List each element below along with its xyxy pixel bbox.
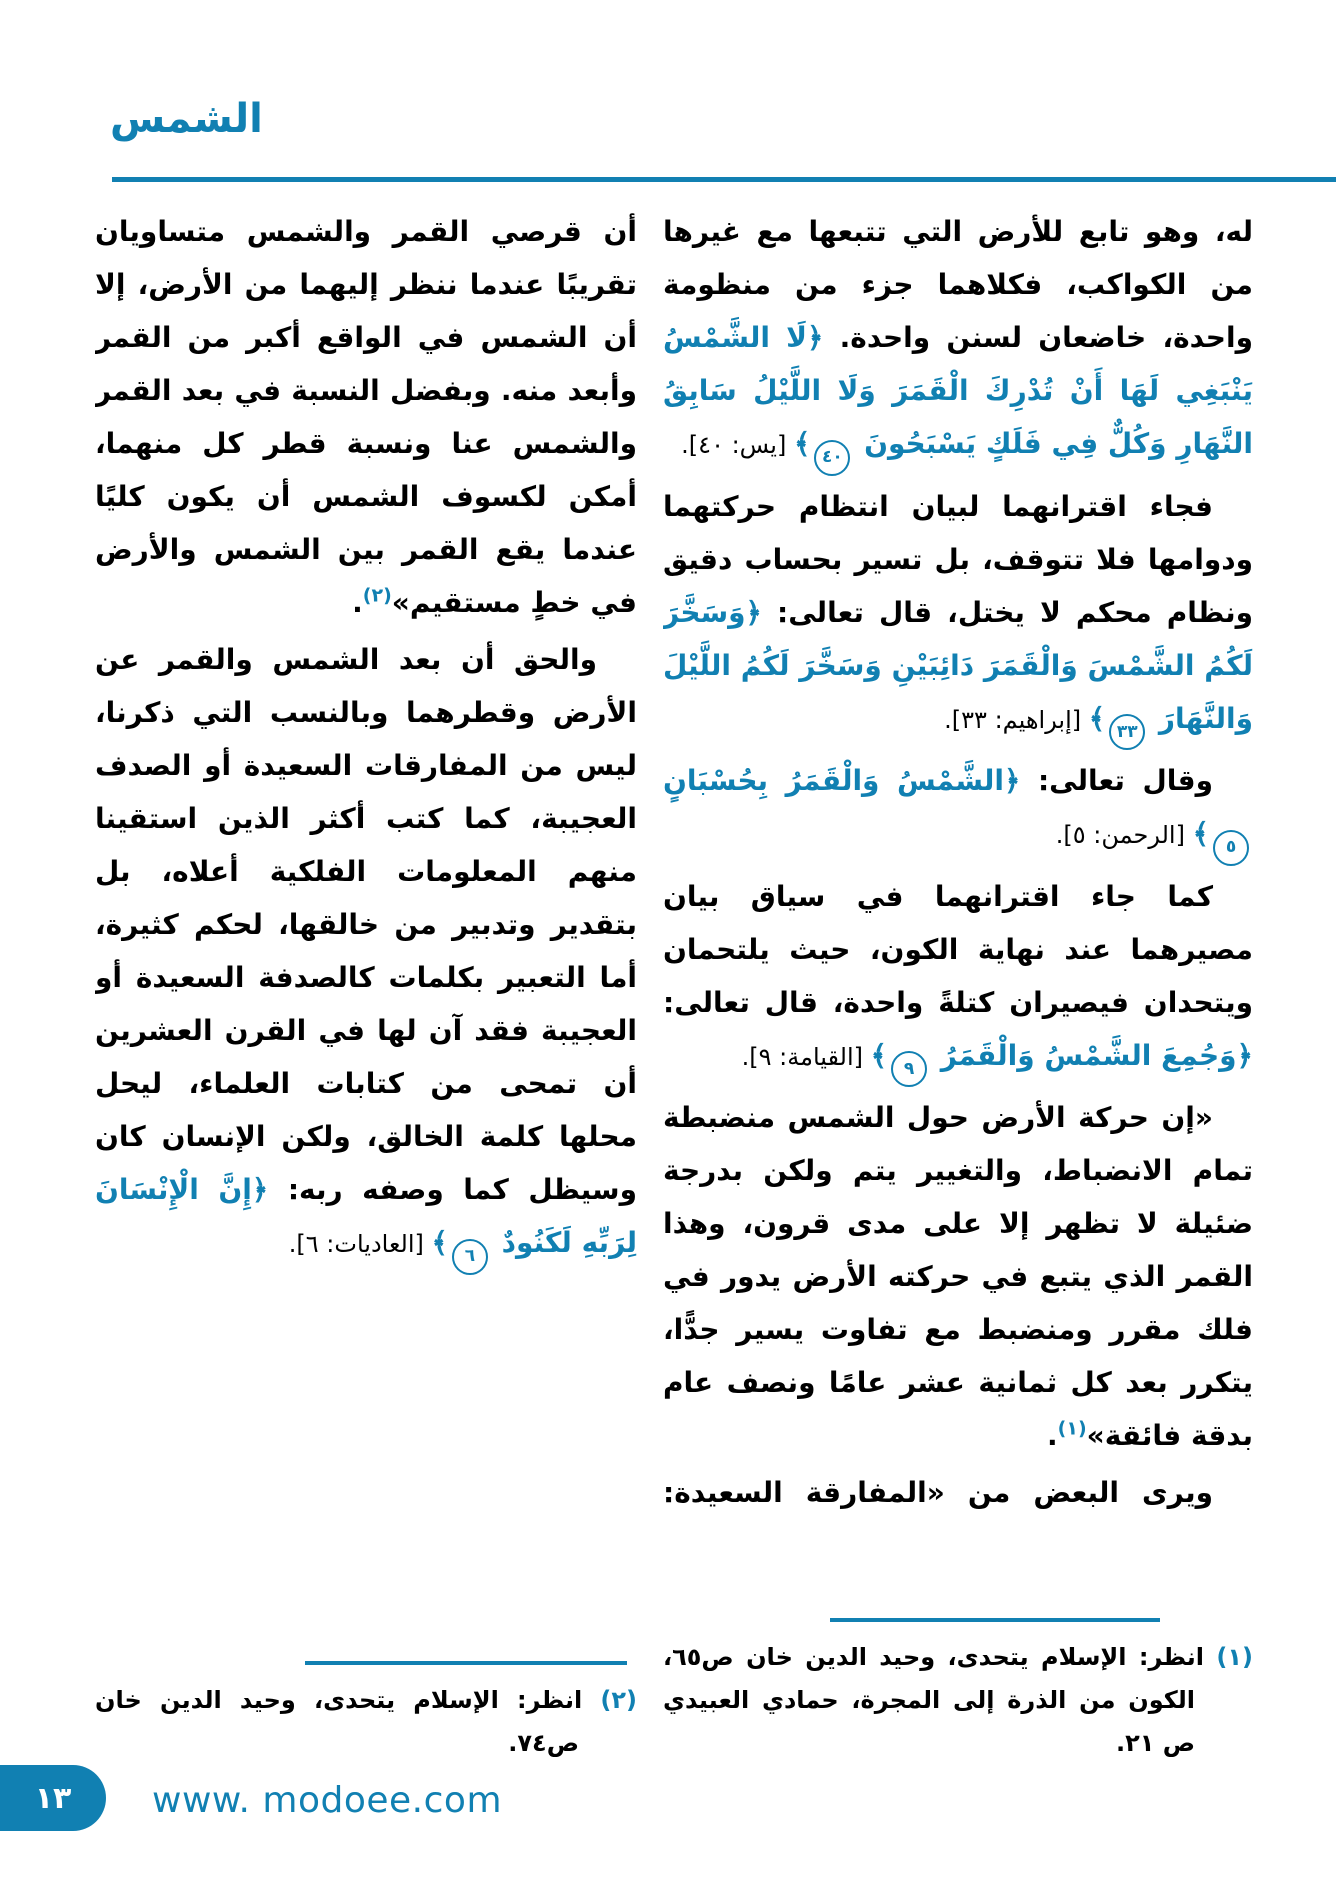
verse-number-ornament: ٩ xyxy=(891,1051,927,1087)
body-text: وقال تعالى: xyxy=(1020,764,1213,797)
body-text: والحق أن بعد الشمس والقمر عن الأرض وقطرهما وبالنسب التي ذكرنا، ليس من المفارقات السعيدة أو الصدف العجيبة، كما كتب أكثر الذين استقينا منهم المعلومات الفلكية أعلاه، بل بتقدير وتدبير من خالقها، لحكم كثيرة، أما التعبير بكلمات كالصدفة السعيدة أو العجيبة فقد آن لها في القرن العشرين أن تمحى من كتابات العلماء، ليحل محلها كلمة الخالق، ولكن الإنسان كان وسيظل كما وصفه ربه: xyxy=(95,643,637,1206)
footnote-body: انظر: الإسلام يتحدى، وحيد الدين خان ص٦٥، الكون من الذرة إلى المجرة، حمادي العبيدي ص ٢١. xyxy=(663,1643,1205,1757)
paragraph xyxy=(663,1466,1253,1519)
footnote-text xyxy=(663,1636,1253,1765)
quran-verse: ﴿الشَّمْسُ وَالْقَمَرُ بِحُسْبَانٍ xyxy=(663,764,1021,797)
quran-close-bracket: ﴾ xyxy=(1192,817,1209,850)
body-text: «إن حركة الأرض حول الشمس منضبطة تمام الانضباط، والتغيير يتم ولكن بدرجة ضئيلة لا تظهر إلا على مدى قرون، وهذا القمر الذي يتبع في حركته الأرض يدور في فلك مقرر ومنضبط مع تفاوت يسير جدًّا، يتكرر بعد كل ثمانية عشر عامًا ونصف عام بدقة فائقة» xyxy=(663,1101,1253,1452)
verse-reference: [الرحمن: ٥]. xyxy=(1055,821,1193,849)
paragraph xyxy=(663,1091,1253,1462)
verse-number-ornament: ٣٣ xyxy=(1109,714,1145,750)
verse-reference: [القيامة: ٩]. xyxy=(741,1042,871,1071)
verse-number-ornament: ٤٠ xyxy=(814,440,850,476)
verse-reference: [إبراهيم: ٣٣]. xyxy=(944,705,1089,734)
quran-verse: ﴿لَا الشَّمْسُ يَنْبَغِي لَهَا أَنْ تُدْرِكَ الْقَمَرَ وَلَا اللَّيْلُ سَابِقُ النَّهَارِ وَكُلٌّ فِي فَلَكٍ يَسْبَحُونَ xyxy=(663,321,1253,460)
body-text: له، وهو تابع للأرض التي تتبعها مع غيرها من الكواكب، فكلاهما جزء من منظومة واحدة، خاضعان لسنن واحدة. xyxy=(663,215,1253,354)
website-url[interactable]: www. modoee.com xyxy=(152,1780,503,1821)
quran-verse: ﴿وَجُمِعَ الشَّمْسُ وَالْقَمَرُ xyxy=(931,1038,1253,1072)
footnote-reference-mark: (٢) xyxy=(362,584,392,607)
column-left xyxy=(95,205,637,1765)
page-number: ١٣ xyxy=(34,1780,72,1816)
footnote-block-left xyxy=(95,1655,637,1765)
quran-close-bracket: ﴾ xyxy=(431,1226,448,1259)
quran-verse: ﴿إِنَّ الْإِنْسَانَ لِرَبِّهِ لَكَنُودٌ xyxy=(95,1173,637,1259)
body-text: فجاء اقترانهما لبيان انتظام حركتهما ودوامها فلا تتوقف، بل تسير بحساب دقيق ونظام محكم لا يختل، قال تعالى: xyxy=(663,489,1253,629)
page-title: الشمس xyxy=(110,96,263,142)
paragraph xyxy=(663,205,1253,476)
quran-close-bracket: ﴾ xyxy=(1088,701,1106,735)
quran-close-bracket: ﴾ xyxy=(793,427,811,460)
paragraph xyxy=(95,633,637,1275)
footnote-body: انظر: الإسلام يتحدى، وحيد الدين خان ص٧٤. xyxy=(95,1686,583,1757)
quran-close-bracket: ﴾ xyxy=(870,1038,888,1072)
paragraph xyxy=(663,870,1253,1088)
footnote-number: (٢) xyxy=(600,1686,637,1714)
footnote-separator xyxy=(830,1618,1160,1622)
verse-reference: [يس: ٤٠]. xyxy=(681,431,794,459)
column-right xyxy=(663,205,1253,1765)
verse-number-ornament: ٥ xyxy=(1213,830,1249,866)
paragraph xyxy=(663,754,1253,866)
footnote-block-right xyxy=(663,1612,1253,1765)
verse-reference: [العاديات: ٦]. xyxy=(288,1230,432,1258)
body-text: كما جاء اقترانهما في سياق بيان مصيرهما عند نهاية الكون، حيث يلتحمان ويتحدان فيصيران كتلةً واحدة، قال تعالى: xyxy=(663,879,1253,1019)
body-text: أن قرصي القمر والشمس متساويان تقريبًا عندما ننظر إليهما من الأرض، إلا أن الشمس في الواقع أكبر من القمر وأبعد منه. وبفضل النسبة في بعد القمر والشمس عنا ونسبة قطر كل منهما، أمكن لكسوف الشمس أن يكون كليًا عندما يقع القمر بين الشمس والأرض في خطٍ مستقيم» xyxy=(95,215,637,619)
header-rule xyxy=(112,177,1336,182)
paragraph xyxy=(663,480,1253,751)
page-number-tab xyxy=(0,1765,106,1831)
body-text: ويرى البعض من «المفارقة السعيدة: xyxy=(663,1476,1213,1509)
footnote-separator xyxy=(305,1661,627,1665)
footnote-reference-mark: (١) xyxy=(1057,1417,1087,1440)
footnote-number: (١) xyxy=(1216,1643,1253,1671)
footnote-text xyxy=(95,1679,637,1765)
verse-number-ornament: ٦ xyxy=(452,1239,488,1275)
body-text: . xyxy=(352,586,363,619)
quran-verse: ﴿وَسَخَّرَ لَكُمُ الشَّمْسَ وَالْقَمَرَ دَائِبَيْنِ وَسَخَّرَ لَكُمُ اللَّيْلَ وَالنَّهَارَ xyxy=(663,595,1253,735)
two-column-text-area xyxy=(95,205,1253,1765)
paragraph xyxy=(95,205,637,629)
body-text: . xyxy=(1047,1419,1058,1452)
